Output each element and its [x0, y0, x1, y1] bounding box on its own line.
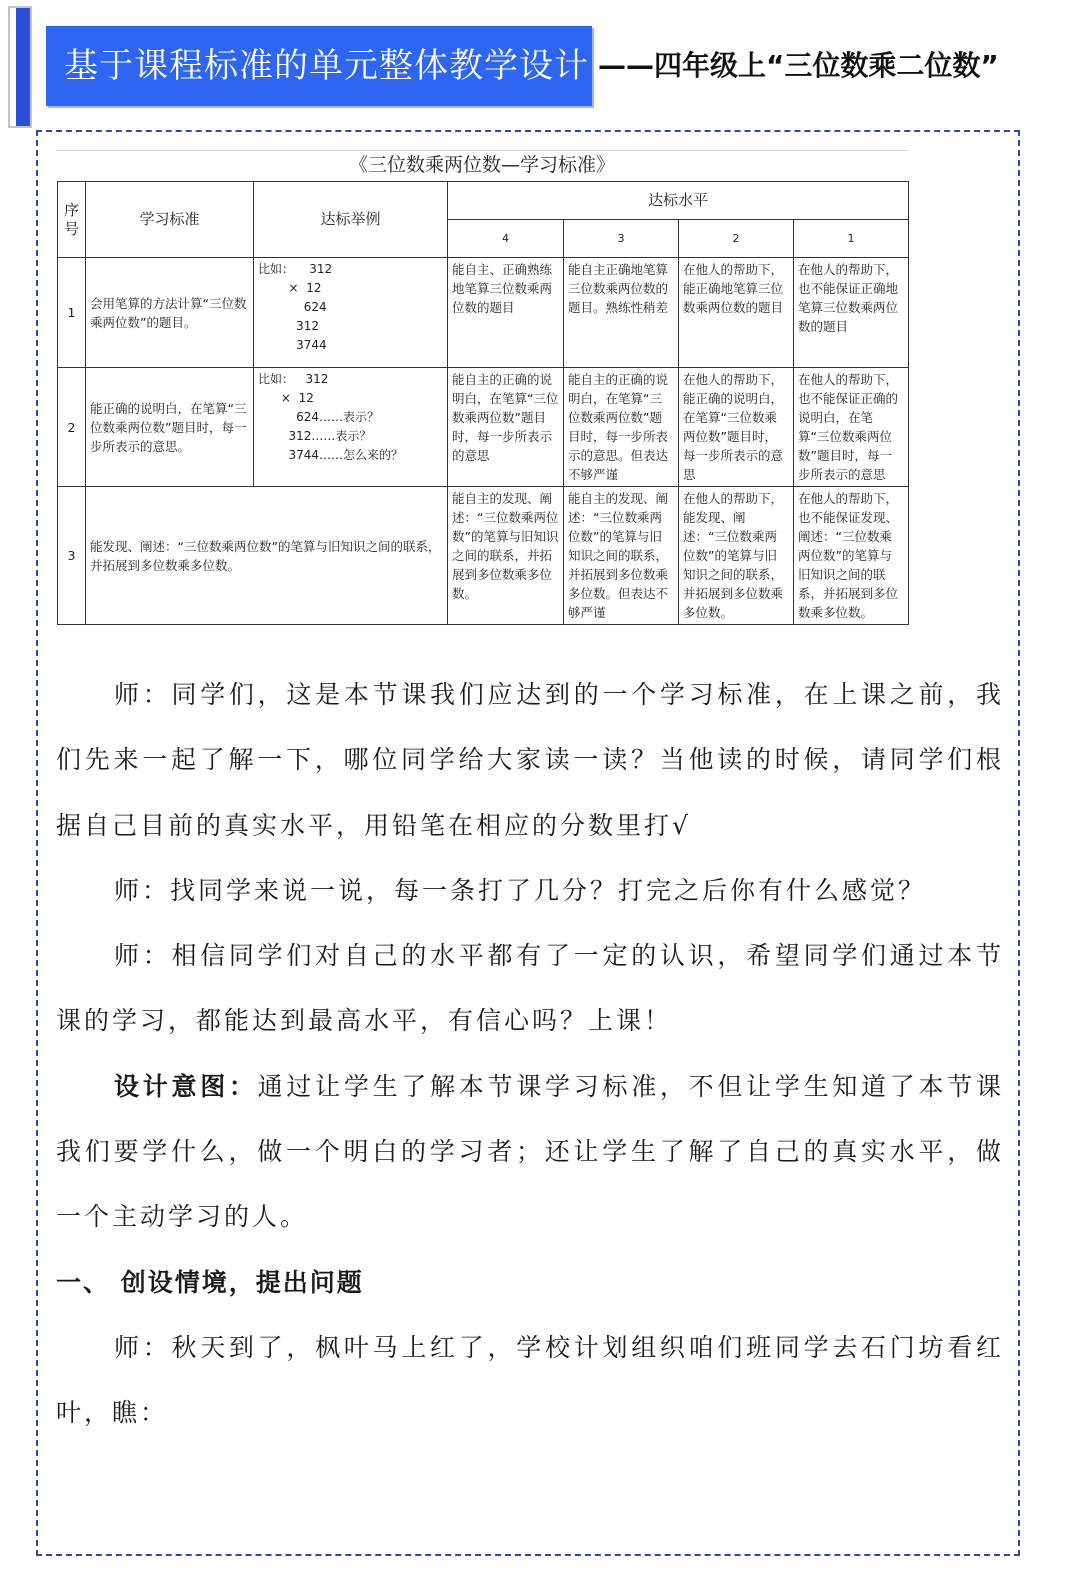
table-row: [58, 487, 909, 625]
paragraph: 师：同学们，这是本节课我们应达到的一个学习标准，在上课之前，我们先来一起了解一下，哪位同学给大家读一读？当他读的时候，请同学们根据自己目前的真实水平，用铅笔在相应的分数里打√: [56, 680, 1004, 840]
header-level-4: 4: [448, 220, 564, 258]
header-standard: 学习标准: [86, 182, 254, 258]
banner-title: 基于课程标准的单元整体教学设计: [46, 26, 592, 106]
row-standard: 会用笔算的方法计算“三位数乘两位数”的题目。: [86, 258, 254, 368]
row-seq: 1: [58, 258, 86, 368]
row-standard: 能发现、阐述：“三位数乘两位数”的笔算与旧知识之间的联系，并拓展到多位数乘多位数。: [86, 487, 448, 625]
row-standard: 能正确的说明白，在笔算“三位数乘两位数”题目时，每一步所表示的意思。: [86, 368, 254, 487]
header-seq: 序号: [58, 182, 86, 258]
design-intent-text: 通过让学生了解本节课学习标准，不但让学生知道了本节课我们要学什么，做一个明白的学习者；还让学生了解了自己的真实水平，做一个主动学习的人。: [56, 1071, 1004, 1232]
header-level-2: 2: [679, 220, 794, 258]
design-intent-paragraph: [56, 1054, 1004, 1250]
row-example: 比如： 312 × 12 624……表示？ 312……表示？ 3744……怎么来的？: [254, 368, 448, 487]
header-level-1: 1: [794, 220, 909, 258]
table-caption: 《三位数乘两位数—学习标准》: [348, 154, 615, 176]
header-level-3: 3: [564, 220, 679, 258]
row-level-3: 能自主正确地笔算三位数乘两位数的题目。熟练性稍差: [564, 258, 679, 368]
header-example: 达标举例: [254, 182, 448, 258]
row-level-2: 在他人的帮助下，能发现、阐述：“三位数乘两位数”的笔算与旧知识之间的联系，并拓展到多位数乘多位数。: [679, 487, 794, 625]
page-subtitle: ——四年级上“三位数乘二位数”: [598, 49, 999, 82]
row-level-2: 在他人的帮助下，能正确的说明白，在笔算“三位数乘两位数”题目时，每一步所表示的意思: [679, 368, 794, 487]
table-row: [58, 368, 909, 487]
lesson-body: [56, 662, 1004, 1446]
paragraph: 师：秋天到了，枫叶马上红了，学校计划组织咱们班同学去石门坊看红叶，瞧：: [56, 1332, 1004, 1428]
row-level-4: 能自主的正确的说明白，在笔算“三位数乘两位数”题目时，每一步所表示的意思: [448, 368, 564, 487]
design-intent-label: 设计意图：: [114, 1071, 258, 1101]
row-example: 比如： 312 × 12 624 312 3744: [254, 258, 448, 368]
left-accent-bar: [8, 6, 32, 128]
row-level-3: 能自主的正确的说明白，在笔算“三位数乘两位数”题目时，每一步所表示的意思。但表达不够严谨: [564, 368, 679, 487]
table-row: [58, 258, 909, 368]
row-seq: 3: [58, 487, 86, 625]
row-level-1: 在他人的帮助下，也不能保证正确的说明白，在笔算“三位数乘两位数”题目时，每一步所表示的意思: [794, 368, 909, 487]
row-level-1: 在他人的帮助下，也不能保证正确地笔算三位数乘两位数的题目: [794, 258, 909, 368]
learning-standard-table: [57, 181, 909, 625]
row-seq: 2: [58, 368, 86, 487]
row-level-4: 能自主的发现、阐述：“三位数乘两位数”的笔算与旧知识之间的联系，并拓展到多位数乘多位数。: [448, 487, 564, 625]
row-level-1: 在他人的帮助下，也不能保证发现、阐述：“三位数乘两位数”的笔算与旧知识之间的联系，并拓展到多位数乘多位数。: [794, 487, 909, 625]
section-heading: 一、 创设情境，提出问题: [56, 1267, 364, 1297]
paragraph: 师：相信同学们对自己的水平都有了一定的认识，希望同学们通过本节课的学习，都能达到最高水平，有信心吗？上课！: [56, 941, 1004, 1036]
paragraph: 师：找同学来说一说，每一条打了几分？打完之后你有什么感觉？: [114, 875, 927, 905]
header-level: 达标水平: [448, 182, 909, 220]
row-level-4: 能自主、正确熟练地笔算三位数乘两位数的题目: [448, 258, 564, 368]
row-level-2: 在他人的帮助下，能正确地笔算三位数乘两位数的题目: [679, 258, 794, 368]
row-level-3: 能自主的发现、阐述：“三位数乘两位数”的笔算与旧知识之间的联系，并拓展到多位数乘多位数。但表达不够严谨: [564, 487, 679, 625]
